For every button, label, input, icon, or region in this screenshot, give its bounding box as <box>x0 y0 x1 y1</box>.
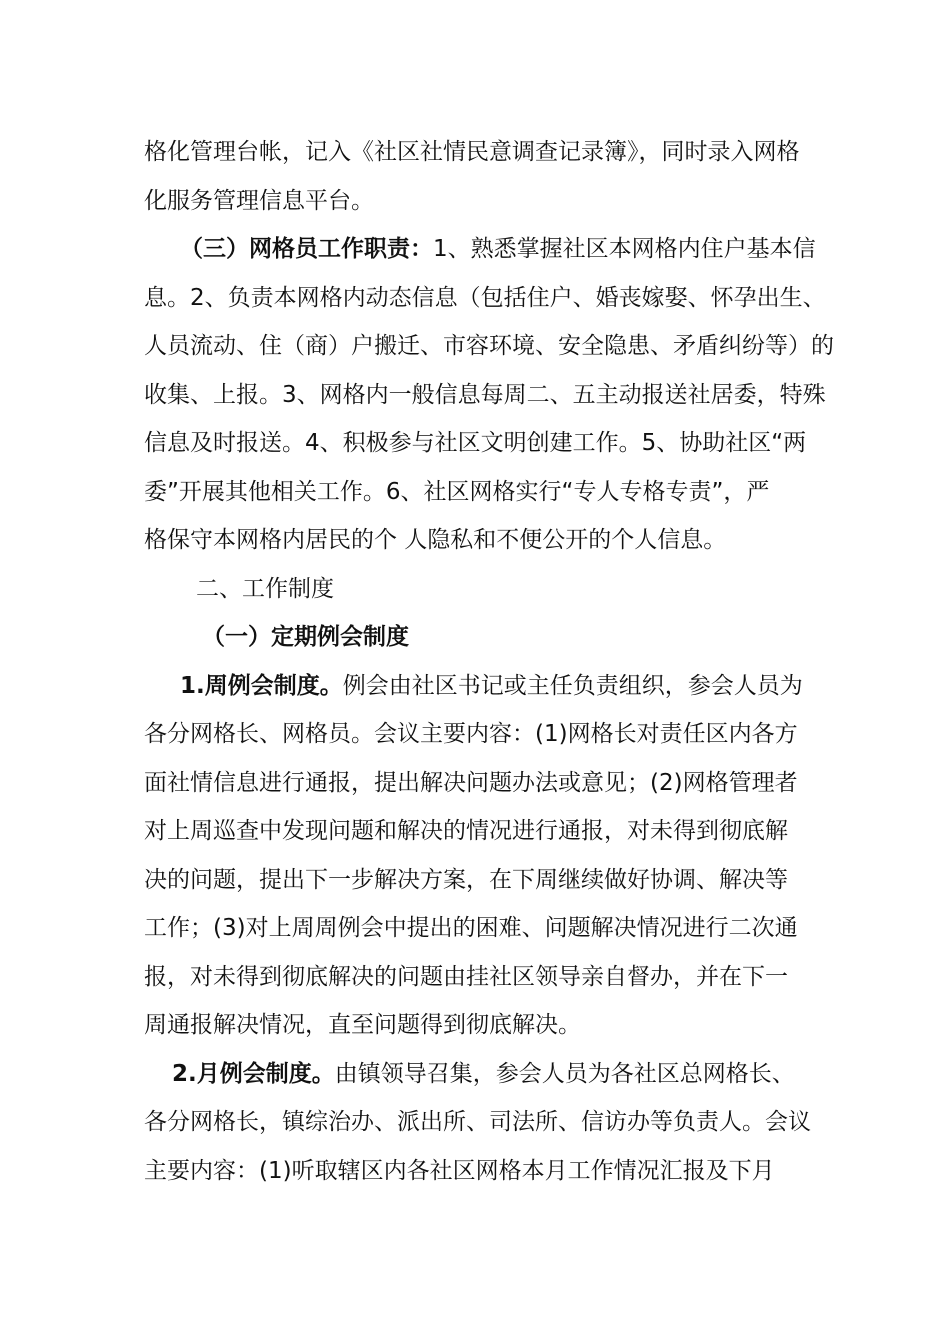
text-line: 周通报解决情况，直至问题得到彻底解决。 <box>144 1012 581 1039</box>
paragraph-monthly-meeting <box>144 1050 811 1196</box>
duties-heading: （三）网格员工作职责： <box>180 236 433 263</box>
text-line: 委”开展其他相关工作。6、社区网格实行“专人专格专责”，严 <box>144 478 770 505</box>
sub-heading <box>144 613 808 662</box>
text-line: 格化管理台帐，记入《社区社情民意调查记录簿》，同时录入网格 <box>144 139 800 165</box>
text-line <box>144 225 816 274</box>
text-line: 格保守本网格内居民的个 人隐私和不便公开的个人信息。 <box>144 527 727 554</box>
section-heading-text: 二、工作制度 <box>196 575 334 602</box>
text-line <box>144 662 808 711</box>
text-line: 报，对未得到彻底解决的问题由挂社区领导亲自督办，并在下一 <box>144 963 788 990</box>
paragraph-grid-worker-duties <box>144 225 834 565</box>
monthly-meeting-text: 由镇领导召集，参会人员为各社区总网格长、 <box>334 1060 795 1087</box>
monthly-meeting-heading: 2.月例会制度。 <box>172 1060 335 1087</box>
text-line: 人员流动、住（商）户搬迁、市容环境、安全隐患、矛盾纠纷等）的 <box>144 333 834 360</box>
text-line: 主要内容：(1)听取辖区内各社区网格本月工作情况汇报及下月 <box>144 1157 775 1184</box>
text-line: 收集、上报。3、网格内一般信息每周二、五主动报送社居委，特殊 <box>144 381 826 408</box>
sub-heading-text: （一）定期例会制度 <box>202 624 409 651</box>
document-body <box>144 128 834 1195</box>
paragraph-continuation <box>144 128 808 225</box>
text-line: 工作；(3)对上周周例会中提出的困难、问题解决情况进行二次通 <box>144 915 798 942</box>
text-line <box>144 1050 808 1099</box>
text-line: 化服务管理信息平台。 <box>144 187 374 214</box>
duties-text: 1、熟悉掌握社区本网格内住户基本信 <box>433 236 816 263</box>
weekly-meeting-text: 例会由社区书记或主任负责组织，参会人员为 <box>342 672 803 699</box>
text-line: 面社情信息进行通报，提出解决问题办法或意见；(2)网格管理者 <box>144 769 798 796</box>
text-line: 各分网格长，镇综治办、派出所、司法所、信访办等负责人。会议 <box>144 1109 811 1136</box>
paragraph-weekly-meeting <box>144 662 808 1050</box>
text-line: 决的问题，提出下一步解决方案，在下周继续做好协调、解决等 <box>144 866 788 893</box>
text-line: 各分网格长、网格员。会议主要内容：(1)网格长对责任区内各方 <box>144 721 798 748</box>
text-line: 息。2、负责本网格内动态信息（包括住户、婚丧嫁娶、怀孕出生、 <box>144 284 826 311</box>
text-line: 对上周巡查中发现问题和解决的情况进行通报，对未得到彻底解 <box>144 818 788 845</box>
text-line: 信息及时报送。4、积极参与社区文明创建工作。5、协助社区“两 <box>144 430 807 457</box>
weekly-meeting-heading: 1.周例会制度。 <box>180 672 343 699</box>
section-heading <box>144 565 808 614</box>
